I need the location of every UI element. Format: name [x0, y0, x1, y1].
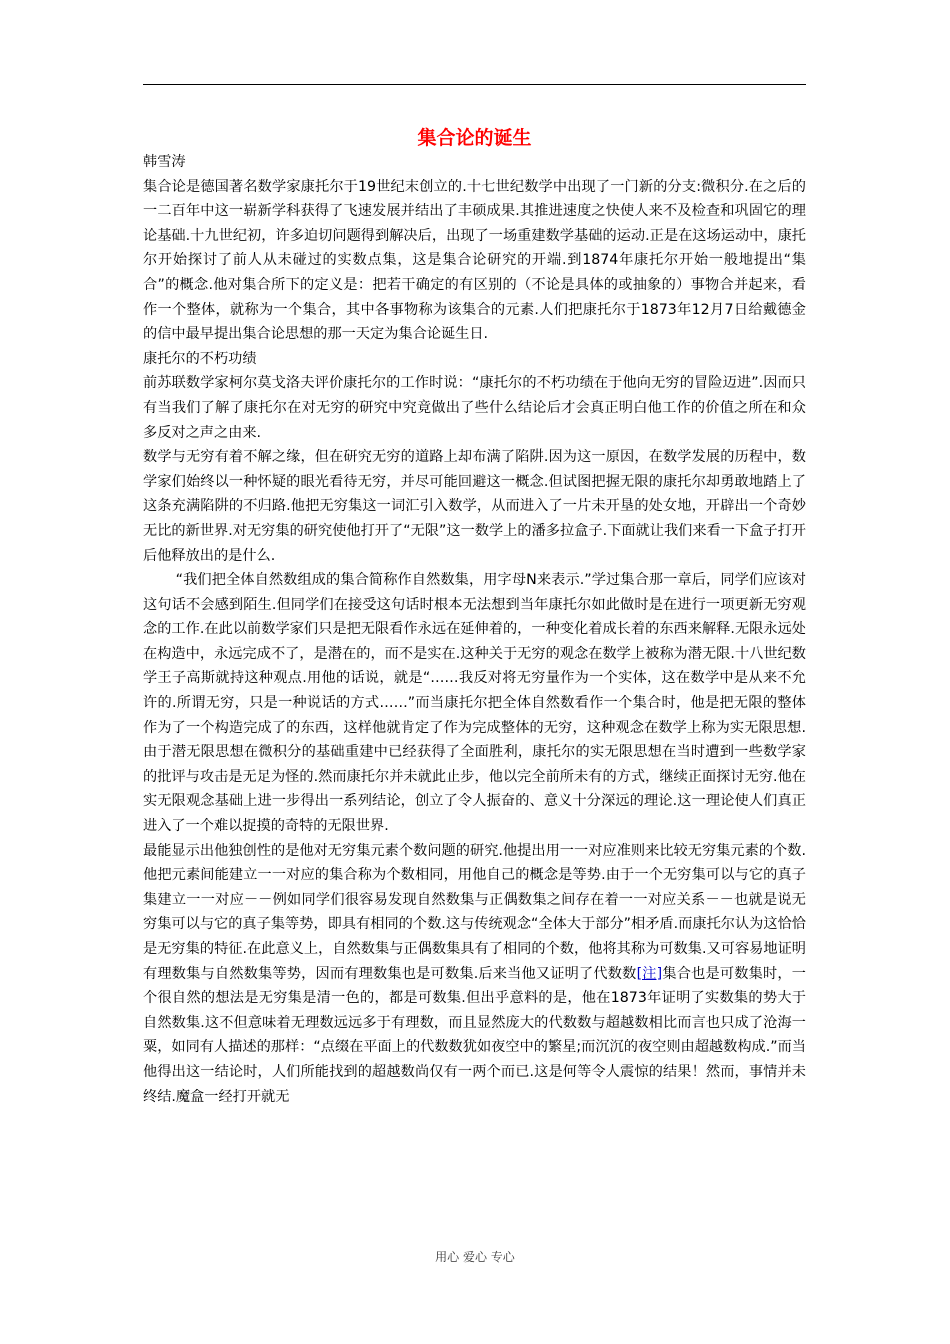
footnote-link[interactable]: [注] — [636, 965, 663, 982]
page-footer: 用心 爱心 专心 — [435, 1250, 515, 1264]
paragraph-intro: 集合论是德国著名数学家康托尔于19世纪末创立的.十七世纪数学中出现了一门新的分支:微积分.在之后的一二百年中这一崭新学科获得了飞速发展并结出了丰硕成果.其推进速度之快使人来不及检查和巩固它的理论基础.十九世纪初，许多迫切问题得到解决后，出现了一场重建数学基础的运动.正是在这场运动中，康托尔开始探讨了前人从未碰过的实数点集，这是集合论研究的开端.到1874年康托尔开始一般地提出“集合”的概念.他对集合所下的定义是：把若干确定的有区别的（不论是具体的或抽象的）事物合并起来，看作一个整体，就称为一个集合，其中各事物称为该集合的元素.人们把康托尔于1873年12月7日给戴德金的信中最早提出集合论思想的那一天定为集合论诞生日. — [143, 178, 806, 343]
paragraph-infinity: 数学与无穷有着不解之缘，但在研究无穷的道路上却布满了陷阱.因为这一原因，在数学发展的历程中，数学家们始终以一种怀疑的眼光看待无穷，并尽可能回避这一概念.但试图把握无限的康托尔却勇敢地踏上了这条充满陷阱的不归路.他把无穷集这一词汇引入数学，从而进入了一片未开垦的处女地，开辟出一个奇妙无比的新世界.对无穷集的研究使他打开了“无限”这一数学上的潘多拉盒子.下面就让我们来看一下盒子打开后他释放出的是什么. — [143, 449, 806, 564]
article-body — [143, 150, 806, 1109]
paragraph-text-before-note: 最能显示出他独创性的是他对无穷集元素个数问题的研究.他提出用一一对应准则来比较无穷集元素的个数.他把元素间能建立一一对应的集合称为个数相同，用他自己的概念是等势.由于一个无穷集可以与它的真子集建立一一对应－－例如同学们很容易发现自然数集与正偶数集之间存在着一一对应关系－－也就是说无穷集可以与它的真子集等势，即具有相同的个数.这与传统观念“全体大于部分”相矛盾.而康托尔认为这恰恰是无穷集的特征.在此意义上，自然数集与正偶数集具有了相同的个数，他将其称为可数集.又可容易地证明有理数集与自然数集等势，因而有理数集也是可数集.后来当他又证明了代数数 — [143, 842, 806, 982]
section-heading: 康托尔的不朽功绩 — [143, 350, 257, 367]
paragraph-kolmogorov: 前苏联数学家柯尔莫戈洛夫评价康托尔的工作时说：“康托尔的不朽功绩在于他向无穷的冒险迈进”.因而只有当我们了解了康托尔在对无穷的研究中究竟做出了些什么结论后才会真正明白他工作的价值之所在和众多反对之声之由来. — [143, 375, 806, 441]
paragraph-countable-sets — [143, 839, 806, 1110]
paragraph-natural-numbers: “我们把全体自然数组成的集合简称作自然数集，用字母N来表示.”学过集合那一章后，同学们应该对这句话不会感到陌生.但同学们在接受这句话时根本无法想到当年康托尔如此做时是在进行一项更新无穷观念的工作.在此以前数学家们只是把无限看作永远在延伸着的，一种变化着成长着的东西来解释.无限永远处在构造中，永远完成不了，是潜在的，而不是实在.这种关于无穷的观念在数学上被称为潜无限.十八世纪数学王子高斯就持这种观点.用他的话说，就是“……我反对将无穷量作为一个实体，这在数学中是从来不允许的.所谓无穷，只是一种说话的方式……”而当康托尔把全体自然数看作一个集合时，他是把无限的整体作为了一个构造完成了的东西，这样他就肯定了作为完成整体的无穷，这种观念在数学上称为实无限思想.由于潜无限思想在微积分的基础重建中已经获得了全面胜利，康托尔的实无限思想在当时遭到一些数学家的批评与攻击是无足为怪的.然而康托尔并未就此止步，他以完全前所未有的方式，继续正面探讨无穷.他在实无限观念基础上进一步得出一系列结论，创立了令人振奋的、意义十分深远的理论.这一理论使人们真正进入了一个难以捉摸的奇特的无限世界. — [143, 572, 806, 835]
page-title: 集合论的诞生 — [417, 127, 532, 149]
paragraph-text-after-note: 集合也是可数集时，一个很自然的想法是无穷集是清一色的，都是可数集.但出乎意料的是，他在1873年证明了实数集的势大于自然数集.这不但意味着无理数远远多于有理数，而且显然庞大的代数数与超越数相比而言也只成了沧海一粟，如同有人描述的那样：“点缀在平面上的代数数犹如夜空中的繁星;而沉沉的夜空则由超越数构成.”而当他得出这一结论时，人们所能找到的超越数尚仅有一两个而已.这是何等令人震惊的结果！然而，事情并未终结.魔盒一经打开就无 — [143, 965, 806, 1105]
header-rule — [143, 84, 806, 85]
author-line: 韩雪涛 — [143, 154, 186, 170]
